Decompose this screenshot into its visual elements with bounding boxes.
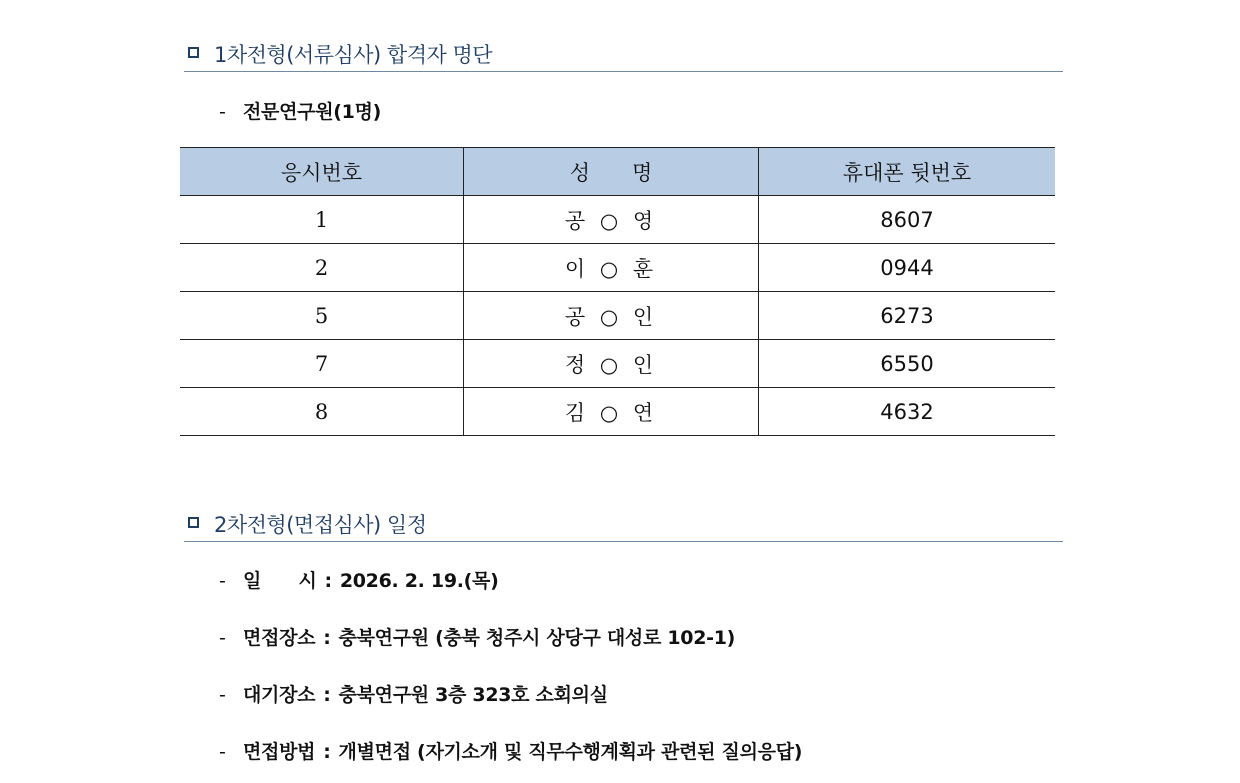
cell-phone: 4632 [759,388,1056,436]
table-row [180,340,1055,388]
table-header-row [180,148,1055,196]
cell-applicant-number: 5 [180,292,464,340]
cell-name: 공 ○ 인 [464,292,759,340]
item-label: 일 시 [243,570,317,592]
position-label: 전문연구원(1명) [243,101,382,123]
header-phone-last-digits: 휴대폰 뒷번호 [759,148,1056,196]
dash-marker: - [219,570,226,592]
cell-name: 김 ○ 연 [464,388,759,436]
cell-phone: 0944 [759,244,1056,292]
section-title: 1차전형(서류심사) 합격자 명단 [214,43,493,67]
cell-name: 공 ○ 영 [464,196,759,244]
position-subheading [219,97,381,124]
applicant-roster-table [180,147,1055,436]
schedule-item-datetime: - 일 시 : 2026. 2. 19.(목) [219,570,499,592]
table-row [180,388,1055,436]
square-bullet-icon [188,47,199,58]
item-label: 면접방법 [243,741,316,763]
schedule-item-waiting-room: - 대기장소 : 충북연구원 3층 323호 소회의실 [219,684,608,706]
item-value: 충북연구원 3층 323호 소회의실 [338,684,608,706]
header-name: 성 명 [464,148,759,196]
header-applicant-number: 응시번호 [180,148,464,196]
section-header-screening-results [184,35,1063,72]
table-row [180,292,1055,340]
section-title: 2차전형(면접심사) 일정 [214,513,427,537]
cell-name: 이 ○ 훈 [464,244,759,292]
section-header-interview-schedule [184,505,1063,542]
dash-marker: - [219,684,226,706]
cell-phone: 6550 [759,340,1056,388]
cell-applicant-number: 2 [180,244,464,292]
cell-phone: 6273 [759,292,1056,340]
cell-phone: 8607 [759,196,1056,244]
dash-marker: - [219,627,226,649]
cell-applicant-number: 8 [180,388,464,436]
item-value: 2026. 2. 19.(목) [339,570,499,592]
cell-applicant-number: 1 [180,196,464,244]
schedule-item-method: - 면접방법 : 개별면접 (자기소개 및 직무수행계획과 관련된 질의응답) [219,741,803,763]
table-row [180,196,1055,244]
dash-marker: - [219,741,226,763]
square-bullet-icon [188,517,199,528]
item-value: 개별면접 (자기소개 및 직무수행계획과 관련된 질의응답) [338,741,803,763]
item-label: 면접장소 [243,627,316,649]
dash-marker: - [219,101,226,123]
item-value: 충북연구원 (충북 청주시 상당구 대성로 102-1) [338,627,736,649]
item-label: 대기장소 [243,684,316,706]
cell-name: 정 ○ 인 [464,340,759,388]
cell-applicant-number: 7 [180,340,464,388]
table-row [180,244,1055,292]
schedule-item-venue: - 면접장소 : 충북연구원 (충북 청주시 상당구 대성로 102-1) [219,627,736,649]
